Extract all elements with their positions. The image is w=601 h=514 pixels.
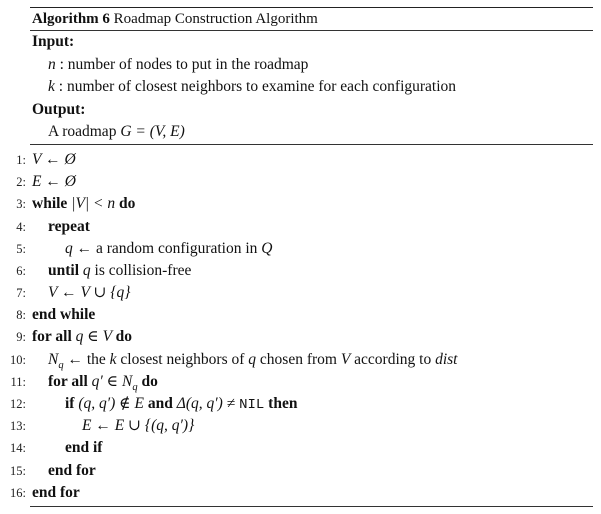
output-desc-math: G = (V, E) <box>120 123 185 141</box>
keyword-for-all: for all <box>32 328 72 346</box>
header-rule <box>30 144 593 145</box>
line-number: 7: <box>16 286 26 301</box>
algo-line-2 <box>16 171 593 193</box>
keyword-do: do <box>119 195 136 213</box>
algo-line-7 <box>16 282 593 304</box>
line-7-code: V ← V ∪ {q} <box>48 284 131 302</box>
keyword-repeat: repeat <box>48 217 90 235</box>
output-desc <box>30 121 593 144</box>
line-number: 4: <box>16 219 26 234</box>
input-k <box>30 76 593 99</box>
algorithm-block <box>10 7 593 507</box>
line-12-code <box>32 393 297 416</box>
line-number: 8: <box>16 308 26 323</box>
line-number: 15: <box>10 463 26 478</box>
line-9-code <box>32 326 132 348</box>
line-5-text: ← a random configuration in <box>72 239 262 257</box>
algorithm-label: Algorithm 6 <box>32 11 110 27</box>
algo-line-14 <box>10 437 593 459</box>
line-number: 10: <box>10 352 26 367</box>
algo-line-5 <box>16 238 593 260</box>
keyword-do: do <box>137 372 158 390</box>
line-number: 9: <box>16 330 26 345</box>
line-3-math: |V| < n <box>67 195 120 213</box>
algo-line-12 <box>10 393 593 415</box>
line-10-q: q <box>248 350 257 368</box>
line-number: 14: <box>10 441 26 456</box>
line-13-code: E ← E ∪ {(q, q′)} <box>82 417 195 435</box>
keyword-for-all: for all <box>48 372 88 390</box>
line-10-math: N <box>48 350 59 368</box>
keyword-if: if <box>65 395 75 413</box>
line-number: 2: <box>16 175 26 190</box>
algo-line-16 <box>10 482 593 504</box>
line-number: 5: <box>16 241 26 256</box>
line-2-code: E ← Ø <box>32 173 76 191</box>
algorithm-caption <box>30 8 593 30</box>
line-10-text-2: closest neighbors of <box>116 350 249 368</box>
line-number: 16: <box>10 485 26 500</box>
line-5-math2: Q <box>261 239 273 257</box>
algo-line-1 <box>16 149 593 171</box>
keyword-end-while: end while <box>32 306 96 324</box>
line-5-code <box>32 238 273 260</box>
input-n-var: n <box>48 55 56 73</box>
line-5-math: q <box>65 239 73 257</box>
line-3-code <box>32 193 135 215</box>
algo-line-4 <box>16 216 593 238</box>
input-k-var: k <box>48 78 55 96</box>
output-label: Output: <box>32 100 86 118</box>
algo-line-10 <box>10 349 593 371</box>
keyword-end-if: end if <box>65 439 103 457</box>
keyword-end-for: end for <box>32 483 80 501</box>
keyword-end-for: end for <box>48 461 96 479</box>
line-number: 1: <box>16 152 26 167</box>
line-number: 11: <box>10 374 26 389</box>
input-n <box>30 54 593 77</box>
algo-line-11 <box>10 371 593 393</box>
line-10-subscript: q <box>58 359 64 371</box>
keyword-while: while <box>32 195 68 213</box>
line-10-text-1: ← the <box>63 350 110 368</box>
line-1-code: V ← Ø <box>32 150 76 168</box>
keyword-and: and <box>147 395 173 413</box>
algorithm-title: Roadmap Construction Algorithm <box>113 11 318 27</box>
line-6-text: is collision-free <box>90 261 192 279</box>
line-9-math: q ∈ V <box>71 328 116 346</box>
line-10-dist: dist <box>435 350 458 368</box>
line-11-subscript: q <box>132 381 138 393</box>
algo-line-13 <box>10 415 593 437</box>
line-10-text-4: according to <box>350 350 436 368</box>
line-10-k: k <box>109 350 117 368</box>
keyword-until: until <box>48 261 80 279</box>
line-11-math: q′ ∈ N <box>87 372 133 390</box>
line-6-math: q <box>79 261 91 279</box>
algo-line-15 <box>10 460 593 482</box>
keyword-do: do <box>115 328 133 346</box>
line-6-code <box>32 260 191 282</box>
output-desc-prefix: A roadmap <box>48 123 121 141</box>
algo-line-6 <box>16 260 593 282</box>
input-n-desc: : number of nodes to put in the roadmap <box>55 55 309 73</box>
line-number: 6: <box>16 263 26 278</box>
line-12-math-1: (q, q′) ∉ E <box>74 395 148 413</box>
algorithm-lines <box>10 149 593 504</box>
line-number: 13: <box>10 419 26 434</box>
line-10-v: V <box>340 350 351 368</box>
line-10-text-3: chosen from <box>256 350 341 368</box>
algo-line-8 <box>16 304 593 326</box>
input-k-desc: : number of closest neighbors to examine for each configuration <box>54 78 457 96</box>
input-label: Input: <box>32 33 75 50</box>
bottom-rule <box>30 506 593 507</box>
keyword-then: then <box>264 395 298 413</box>
line-12-math-2: Δ(q, q′) ≠ <box>172 395 240 413</box>
line-12-nil: NIL <box>239 397 265 414</box>
algo-line-9 <box>16 326 593 348</box>
line-number: 12: <box>10 397 26 412</box>
algo-line-3 <box>16 193 593 215</box>
line-number: 3: <box>16 197 26 212</box>
line-4-code <box>32 216 90 238</box>
